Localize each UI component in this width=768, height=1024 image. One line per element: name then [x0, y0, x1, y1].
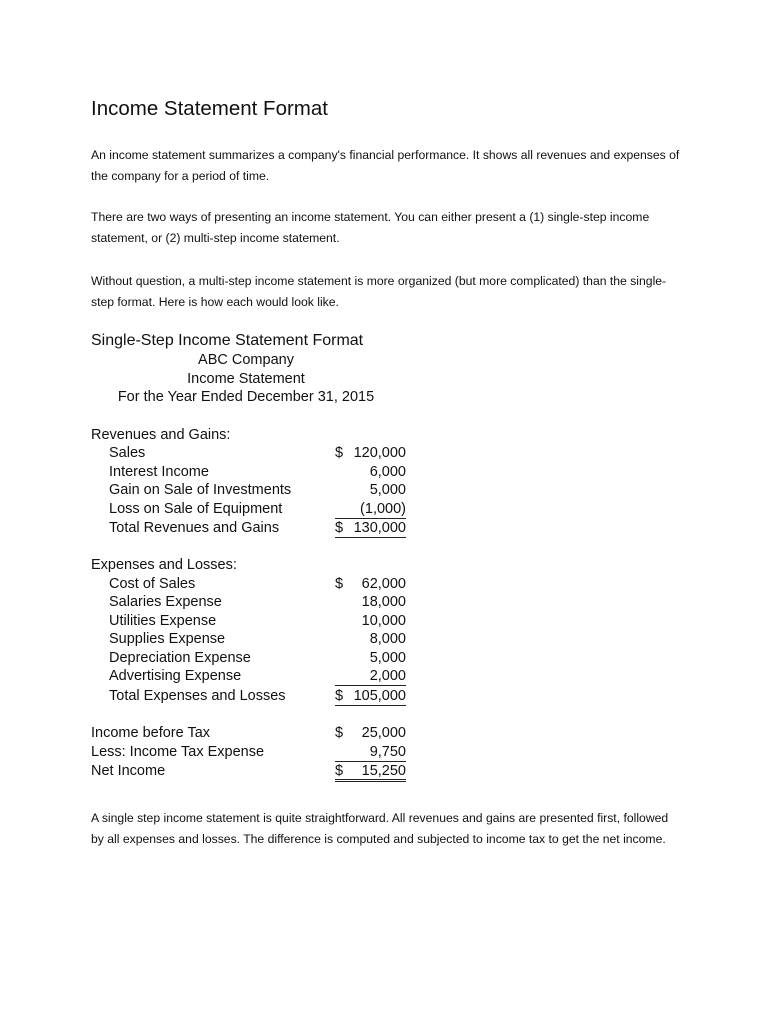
row-value: (1,000): [360, 501, 406, 517]
row-value: 9,750: [369, 744, 406, 760]
row-currency: $: [335, 725, 344, 741]
row-label: Utilities Expense: [109, 613, 217, 629]
revenues-heading-row: [91, 426, 406, 445]
row-amount: [335, 481, 406, 499]
row-value: 105,000: [353, 688, 406, 704]
row-value: 130,000: [353, 520, 406, 536]
row-value: 10,000: [361, 613, 406, 629]
revenue-row: [91, 500, 406, 519]
row-value: 15,250: [361, 763, 406, 779]
row-amount: [335, 612, 406, 630]
row-label: Salaries Expense: [109, 594, 222, 610]
row-amount: [335, 724, 406, 742]
row-value: 62,000: [361, 576, 406, 592]
row-label: Gain on Sale of Investments: [109, 482, 292, 498]
income-before-tax-row: [91, 724, 406, 743]
expenses-heading: Expenses and Losses:: [91, 557, 237, 573]
row-amount: [335, 463, 406, 481]
revenue-row: [91, 463, 406, 482]
income-tax-row: [91, 743, 406, 762]
row-value: 25,000: [361, 725, 406, 741]
page-title: Income Statement Format: [91, 97, 328, 120]
row-label: Supplies Expense: [109, 631, 226, 647]
row-label: Cost of Sales: [109, 576, 196, 592]
row-label: Sales: [109, 445, 146, 461]
row-value: 5,000: [369, 650, 406, 666]
row-amount: [335, 649, 406, 667]
row-label: Advertising Expense: [109, 668, 242, 684]
row-amount: [335, 630, 406, 648]
row-currency: $: [335, 763, 344, 779]
row-amount: [335, 743, 406, 762]
row-value: 8,000: [369, 631, 406, 647]
revenues-heading: Revenues and Gains:: [91, 427, 231, 443]
row-label: Loss on Sale of Equipment: [109, 501, 283, 517]
section-title: Single-Step Income Statement Format: [91, 332, 364, 349]
expense-row: [91, 612, 406, 631]
row-amount: [335, 444, 406, 462]
row-label: Depreciation Expense: [109, 650, 251, 666]
row-label: Less: Income Tax Expense: [91, 744, 265, 760]
row-currency: $: [335, 576, 344, 592]
statement-name: Income Statement: [187, 371, 305, 387]
row-value: 2,000: [369, 668, 406, 684]
row-amount: [335, 519, 406, 538]
expense-row: [91, 593, 406, 612]
row-amount: [335, 500, 406, 519]
statement-period: For the Year Ended December 31, 2015: [117, 389, 375, 405]
comparison-paragraph: Without question, a multi-step income statement is more organized (but more complicated) than the single-step format. Here is how each would look like.: [91, 274, 667, 309]
net-income-double-underline: [335, 779, 406, 782]
row-amount: [335, 575, 406, 593]
revenue-row: [91, 481, 406, 500]
revenue-row: [91, 444, 406, 463]
expense-row: [91, 667, 406, 686]
intro-paragraph: An income statement summarizes a company's financial performance. It shows all revenues and expenses of the company for a period of time.: [91, 148, 680, 183]
row-currency: $: [335, 445, 344, 461]
revenue-total-row: [91, 519, 406, 538]
row-currency: $: [335, 520, 344, 536]
row-label: Interest Income: [109, 464, 209, 480]
expense-row: [91, 649, 406, 668]
row-label: Total Expenses and Losses: [109, 688, 286, 704]
expense-row: [91, 575, 406, 594]
explanation-paragraph: A single step income statement is quite straightforward. All revenues and gains are presented first, followed by all expenses and losses. The difference is computed and subjected to income tax to get the net income.: [91, 811, 669, 846]
row-value: 18,000: [361, 594, 406, 610]
row-label: Income before Tax: [91, 725, 211, 741]
expenses-heading-row: [91, 556, 406, 575]
row-label: Net Income: [91, 763, 166, 779]
row-value: 6,000: [369, 464, 406, 480]
expense-row: [91, 630, 406, 649]
company-name: ABC Company: [198, 352, 294, 368]
expense-total-row: [91, 687, 406, 706]
row-value: 5,000: [369, 482, 406, 498]
row-currency: $: [335, 688, 344, 704]
presentation-paragraph: There are two ways of presenting an income statement. You can either present a (1) single-step income statement, or (2) multi-step income statement.: [91, 210, 650, 245]
row-amount: [335, 762, 406, 780]
row-amount: [335, 667, 406, 686]
row-value: 120,000: [353, 445, 406, 461]
row-amount: [335, 593, 406, 611]
row-amount: [335, 687, 406, 706]
row-label: Total Revenues and Gains: [109, 520, 280, 536]
